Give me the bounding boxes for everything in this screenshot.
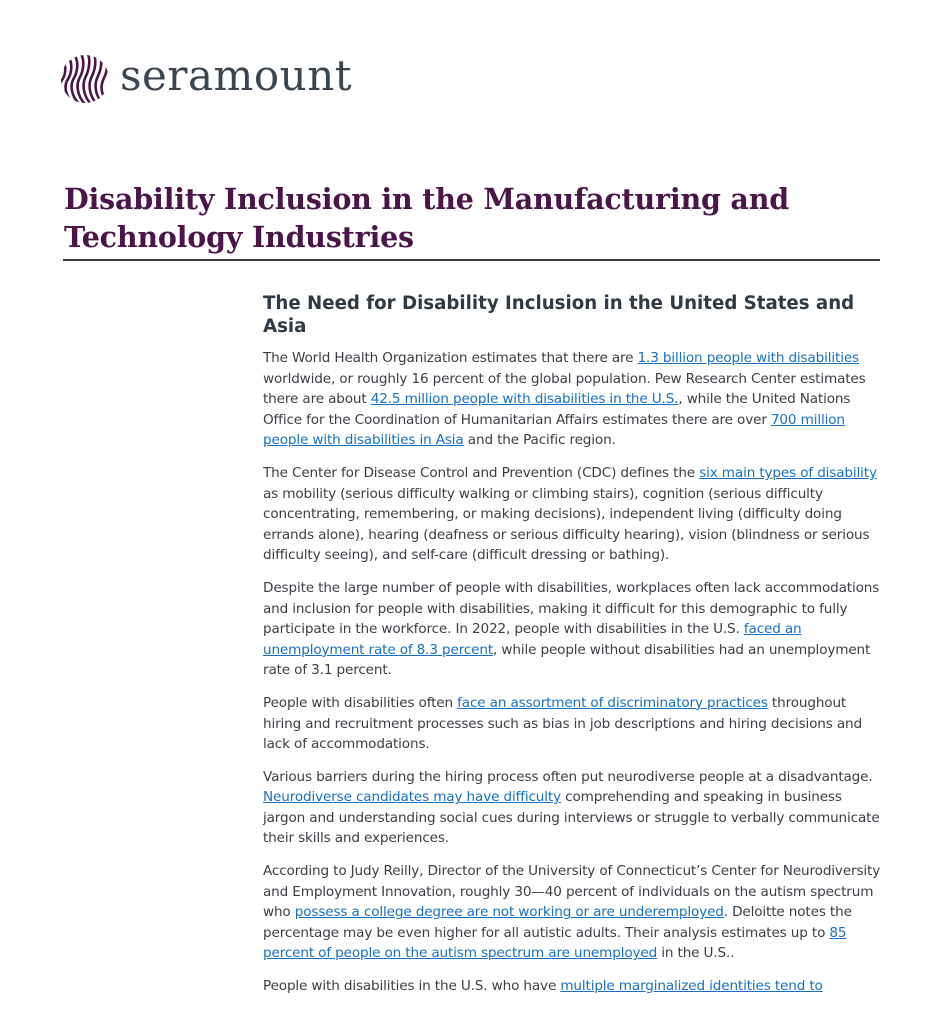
- article-body: [263, 292, 883, 1009]
- link-who-disabilities[interactable]: 1.3 billion people with disabilities: [637, 350, 859, 366]
- text: throughout hiring and recruitment processes such as bias in job descriptions and hiring decisions and lack of accommodations.: [263, 694, 862, 753]
- text: People with disabilities in the U.S. who have: [263, 978, 561, 995]
- paragraph: [263, 976, 883, 997]
- text: Despite the large number of people with disabilities, workplaces often lack accommodations and inclusion for people with disabilities, making it difficult for this demographic to fully participate in the workforce. In 2022, people with disabilities in the U.S.: [263, 579, 880, 638]
- link-autism-unemployed[interactable]: 85 percent of people on the autism spectrum are unemployed: [263, 924, 847, 962]
- link-college-degree-underemployed[interactable]: possess a college degree are not working or are underemployed: [294, 904, 724, 921]
- text: According to Judy Reilly, Director of the University of Connecticut’s Center for Neurodiversity and Employment Innovation, roughly 30—40 percent of individuals on the autism spectrum who: [263, 863, 881, 921]
- link-discriminatory-practices[interactable]: face an assortment of discriminatory practices: [457, 694, 768, 711]
- title-divider: [63, 259, 880, 261]
- text: and the Pacific region.: [463, 432, 616, 449]
- text: comprehending and speaking in business jargon and understanding social cues during interviews or struggle to verbally communicate their skills and experiences.: [263, 789, 880, 847]
- text: People with disabilities often: [263, 694, 458, 711]
- text: The World Health Organization estimates that there are: [263, 350, 638, 366]
- text: in the U.S..: [657, 945, 735, 962]
- text: Various barriers during the hiring process often put neurodiverse people at a disadvantage.: [263, 768, 873, 785]
- text: The Center for Disease Control and Prevention (CDC) defines the: [263, 464, 700, 481]
- paragraph: [263, 463, 883, 566]
- paragraph: [263, 693, 883, 755]
- link-asia-disabilities[interactable]: 700 million people with disabilities in Asia: [263, 411, 845, 449]
- text: as mobility (serious difficulty walking or climbing stairs), cognition (serious difficulty concentrating, remembering, or making decisions), independent living (difficulty doing errands alone), hearing (deafness or serious difficulty hearing), vision (blindness or serious difficulty seeing), and self-care (difficult dressing or bathing).: [263, 485, 870, 564]
- link-unemployment-rate[interactable]: faced an unemployment rate of 8.3 percent: [263, 621, 802, 658]
- link-neurodiverse-candidates[interactable]: Neurodiverse candidates may have difficulty: [263, 789, 561, 806]
- section-heading: The Need for Disability Inclusion in the United States and Asia: [263, 293, 855, 337]
- seramount-wave-logo-icon: [60, 52, 110, 106]
- paragraph: [263, 348, 883, 451]
- text: worldwide, or roughly 16 percent of the global population. Pew Research Center estimates there are about: [263, 370, 866, 408]
- paragraph: [263, 861, 883, 964]
- paragraph: [263, 578, 883, 681]
- link-marginalized-identities[interactable]: multiple marginalized identities tend to: [560, 978, 823, 995]
- brand-logo: [60, 52, 352, 106]
- link-pew-us-disabilities[interactable]: 42.5 million people with disabilities in the U.S.: [370, 391, 679, 408]
- document-title: Disability Inclusion in the Manufacturing and Technology Industries: [64, 182, 789, 254]
- text: . Deloitte notes the percentage may be even higher for all autistic adults. Their analysis estimates up to: [263, 904, 852, 941]
- text: , while the United Nations Office for the Coordination of Humanitarian Affairs estimates there are over: [263, 391, 851, 428]
- text: , while people without disabilities had an unemployment rate of 3.1 percent.: [263, 641, 871, 679]
- brand-name: seramount: [120, 51, 353, 100]
- paragraph: [263, 767, 883, 849]
- link-cdc-disability-types[interactable]: six main types of disability: [699, 464, 877, 481]
